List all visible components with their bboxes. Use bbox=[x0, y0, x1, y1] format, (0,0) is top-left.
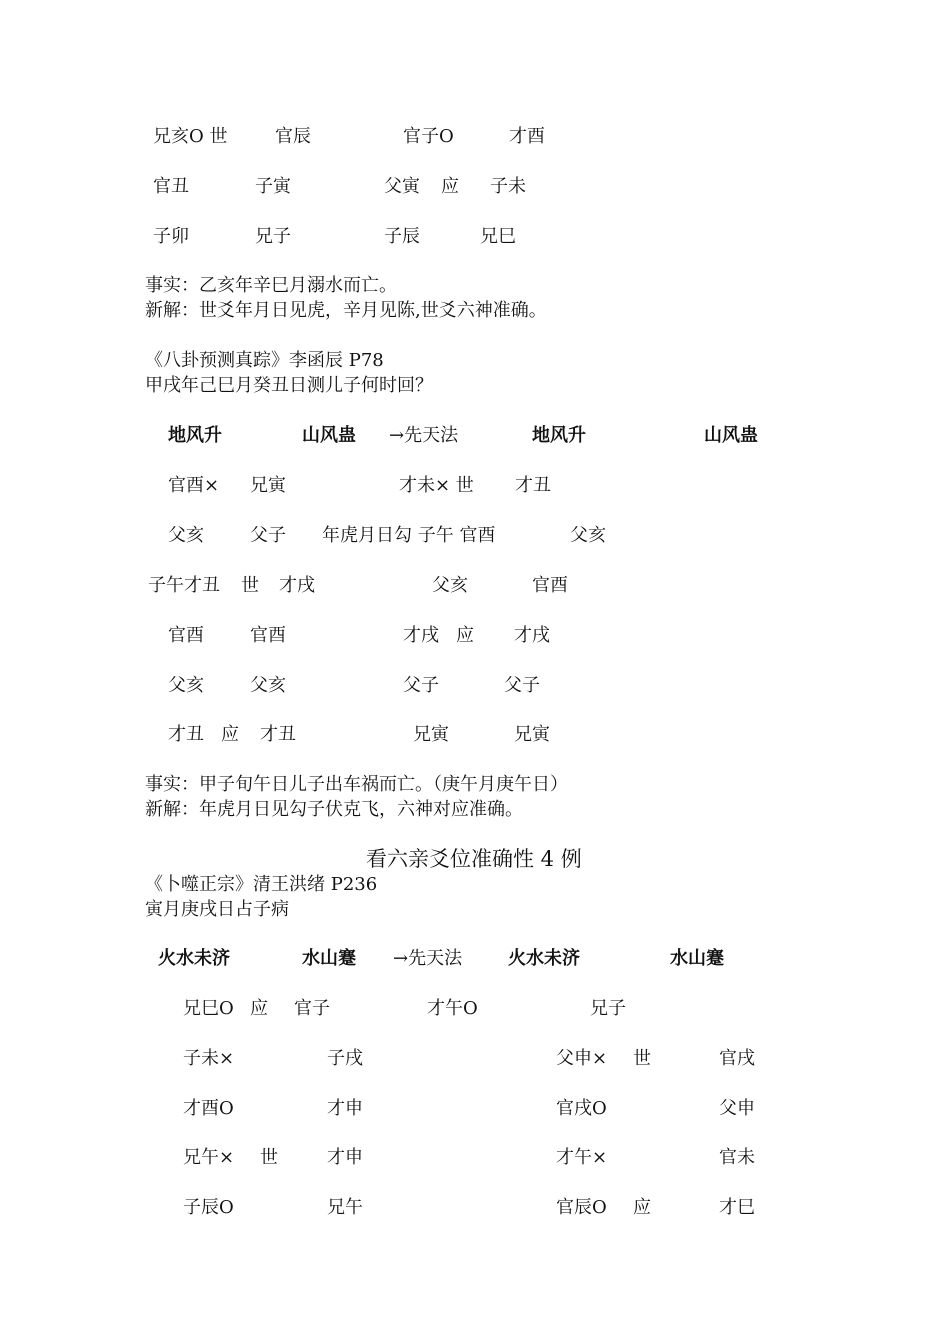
b3-header-2: 水山蹇 bbox=[302, 948, 356, 969]
b2-r4-c5: 才戌 bbox=[514, 625, 550, 646]
b2-r2-c2: 父子 bbox=[250, 525, 286, 546]
b2-r6-c2: 应 bbox=[221, 724, 239, 745]
b2-r1-c3: 才未× 世 bbox=[399, 475, 474, 496]
b3-r4-c4: 才午× bbox=[556, 1147, 608, 1168]
b2-r1-c4: 才丑 bbox=[515, 475, 551, 496]
b1-r2-c2: 子寅 bbox=[255, 176, 291, 197]
b3-r3-c1: 才酉O bbox=[183, 1098, 234, 1119]
b3-r5-c4: 应 bbox=[633, 1197, 651, 1218]
b3-r1-c3: 官子 bbox=[294, 998, 330, 1019]
b2-r4-c3: 才戌 bbox=[403, 625, 439, 646]
b2-r1-c2: 兄寅 bbox=[250, 475, 286, 496]
b2-r3-c2: 世 bbox=[241, 575, 259, 596]
b3-r2-c5: 官戌 bbox=[719, 1048, 755, 1069]
b3-r4-c1: 兄午× bbox=[183, 1147, 235, 1168]
b2-r2-c3: 年虎月日勾 子午 官酉 bbox=[322, 525, 496, 546]
b2-r4-c2: 官酉 bbox=[250, 625, 286, 646]
b2-header-4: 山风蛊 bbox=[704, 425, 758, 446]
b2-r3-c3: 才戌 bbox=[279, 575, 315, 596]
section-heading: 看六亲爻位准确性 4 例 bbox=[366, 847, 582, 871]
b2-r3-c1: 子午才丑 bbox=[148, 575, 220, 596]
b1-new-solution: 新解：世爻年月日见虎，辛月见陈,世爻六神准确。 bbox=[145, 300, 547, 321]
b3-r1-c2: 应 bbox=[250, 998, 268, 1019]
b2-r5-c4: 父子 bbox=[504, 675, 540, 696]
b2-r5-c2: 父亥 bbox=[250, 675, 286, 696]
b2-fact: 事实：甲子旬午日儿子出车祸而亡。（庚午月庚午日） bbox=[145, 774, 568, 795]
b3-r4-c3: 才申 bbox=[327, 1147, 363, 1168]
b1-r3-c3: 子辰 bbox=[384, 226, 420, 247]
b3-r4-c5: 官未 bbox=[719, 1147, 755, 1168]
b2-header-1: 地风升 bbox=[168, 425, 222, 446]
b2-r6-c1: 才丑 bbox=[168, 724, 204, 745]
b2-r3-c5: 官酉 bbox=[532, 575, 568, 596]
b3-question: 寅月庚戌日占子病 bbox=[145, 899, 289, 920]
b2-r6-c5: 兄寅 bbox=[514, 724, 550, 745]
b3-r1-c4: 才午O bbox=[427, 998, 478, 1019]
b3-r4-c2: 世 bbox=[260, 1147, 278, 1168]
b3-header-1: 火水未济 bbox=[158, 948, 230, 969]
b2-r6-c3: 才丑 bbox=[260, 724, 296, 745]
b2-r4-c1: 官酉 bbox=[168, 625, 204, 646]
b3-r5-c1: 子辰O bbox=[183, 1197, 234, 1218]
b3-r2-c1: 子未× bbox=[183, 1048, 235, 1069]
b1-r2-c4: 应 bbox=[441, 176, 459, 197]
b1-r3-c2: 兄子 bbox=[255, 226, 291, 247]
b3-r2-c2: 子戌 bbox=[327, 1048, 363, 1069]
b3-r5-c2: 兄午 bbox=[327, 1197, 363, 1218]
b1-r3-c1: 子卯 bbox=[153, 226, 189, 247]
b1-r2-c3: 父寅 bbox=[384, 176, 420, 197]
b1-r2-c5: 子未 bbox=[490, 176, 526, 197]
b3-r5-c3: 官辰O bbox=[556, 1197, 607, 1218]
b1-r1-c4: 才酉 bbox=[509, 126, 545, 147]
b1-r2-c1: 官丑 bbox=[153, 176, 189, 197]
b1-r1-c1: 兄亥O 世 bbox=[153, 126, 228, 147]
b2-r1-c1: 官酉× bbox=[168, 475, 220, 496]
b2-r2-c1: 父亥 bbox=[168, 525, 204, 546]
b2-r5-c3: 父子 bbox=[403, 675, 439, 696]
b3-r1-c1: 兄巳O bbox=[183, 998, 234, 1019]
b3-r2-c4: 世 bbox=[633, 1048, 651, 1069]
b1-r1-c3: 官子O bbox=[403, 126, 454, 147]
b1-r1-c2: 官辰 bbox=[275, 126, 311, 147]
b3-header-method: →先天法 bbox=[393, 948, 463, 969]
b2-header-method: →先天法 bbox=[389, 425, 459, 446]
b3-r5-c5: 才巳 bbox=[719, 1197, 755, 1218]
b2-r4-c4: 应 bbox=[456, 625, 474, 646]
b3-r3-c3: 官戌O bbox=[556, 1098, 607, 1119]
b2-r2-c4: 父亥 bbox=[570, 525, 606, 546]
b3-r3-c4: 父申 bbox=[719, 1098, 755, 1119]
b3-r1-c5: 兄子 bbox=[590, 998, 626, 1019]
b3-header-4: 水山蹇 bbox=[670, 948, 724, 969]
b2-source: 《八卦预测真踪》李函辰 P78 bbox=[145, 350, 384, 371]
b2-header-3: 地风升 bbox=[532, 425, 586, 446]
b2-r6-c4: 兄寅 bbox=[413, 724, 449, 745]
b1-fact: 事实：乙亥年辛巳月溺水而亡。 bbox=[145, 275, 397, 296]
b3-source: 《卜噬正宗》清王洪绪 P236 bbox=[145, 874, 378, 895]
b3-r2-c3: 父申× bbox=[556, 1048, 608, 1069]
b2-r3-c4: 父亥 bbox=[432, 575, 468, 596]
b1-r3-c4: 兄巳 bbox=[480, 226, 516, 247]
b2-header-2: 山风蛊 bbox=[302, 425, 356, 446]
b2-question: 甲戌年己巳月癸丑日测儿子何时回？ bbox=[145, 375, 433, 396]
b3-r3-c2: 才申 bbox=[327, 1098, 363, 1119]
b2-r5-c1: 父亥 bbox=[168, 675, 204, 696]
b2-new-solution: 新解：年虎月日见勾子伏克飞，六神对应准确。 bbox=[145, 799, 523, 820]
b3-header-3: 火水未济 bbox=[508, 948, 580, 969]
